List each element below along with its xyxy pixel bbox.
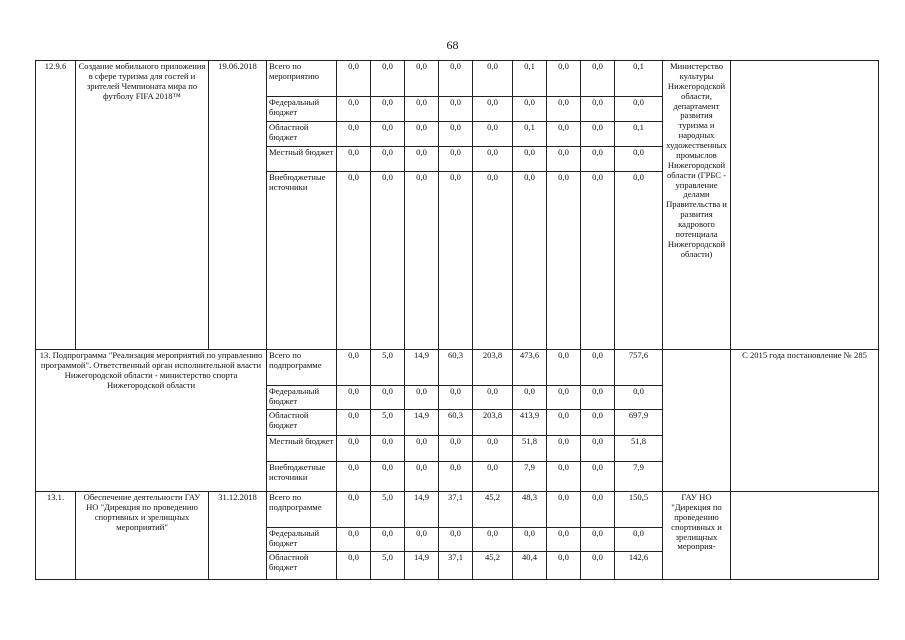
value-cell: 0,0 [547,350,581,386]
value-cell: 37,1 [439,552,473,580]
value-cell: 0,0 [371,386,405,410]
value-cell: 0,0 [405,528,439,552]
value-cell: 0,0 [513,386,547,410]
value-cell: 0,0 [473,172,513,350]
deadline-date: 31.12.2018 [209,492,267,580]
value-cell: 0,0 [439,528,473,552]
value-cell: 5,0 [371,410,405,436]
value-cell: 45,2 [473,552,513,580]
value-cell: 5,0 [371,492,405,528]
value-cell: 14,9 [405,350,439,386]
value-cell: 0,0 [405,122,439,147]
value-cell: 0,0 [547,436,581,462]
value-cell: 0,0 [547,462,581,492]
value-cell: 0,0 [547,147,581,172]
funding-source: Областной бюджет [267,122,337,147]
value-cell: 5,0 [371,552,405,580]
value-cell: 0,0 [371,436,405,462]
value-cell: 0,0 [439,97,473,122]
value-cell: 60,3 [439,350,473,386]
value-cell: 413,9 [513,410,547,436]
value-cell: 0,0 [405,172,439,350]
value-cell: 0,0 [547,172,581,350]
value-cell: 14,9 [405,492,439,528]
value-cell: 0,0 [581,492,615,528]
value-cell: 150,5 [615,492,663,528]
funding-source: Внебюджетные источники [267,462,337,492]
value-cell: 757,6 [615,350,663,386]
value-cell: 203,8 [473,350,513,386]
value-cell: 0,0 [581,97,615,122]
value-cell: 0,0 [473,436,513,462]
value-cell: 5,0 [371,350,405,386]
value-cell: 14,9 [405,410,439,436]
value-cell: 0,0 [581,172,615,350]
value-cell: 0,0 [513,172,547,350]
row-number: 13.1. [36,492,76,580]
funding-source: Всего по подпрограмме [267,492,337,528]
value-cell: 0,0 [337,410,371,436]
value-cell: 0,0 [615,172,663,350]
value-cell: 0,0 [615,528,663,552]
value-cell: 0,0 [439,386,473,410]
value-cell: 48,3 [513,492,547,528]
page-number: 68 [446,38,459,52]
value-cell: 697,9 [615,410,663,436]
value-cell: 0,0 [473,97,513,122]
funding-source: Всего по мероприятию [267,61,337,97]
value-cell: 0,0 [581,122,615,147]
value-cell: 0,0 [405,61,439,97]
note: С 2015 года постановление № 285 [731,350,879,492]
executor: Министерство культуры Нижегородской области, департамент развития туризма и народных художественных промыслов Нижегородской области (ГРБС - управление делами Правительства и развития кадрового потенциала Нижегородской области) [663,61,731,350]
note [731,61,879,350]
value-cell: 142,6 [615,552,663,580]
value-cell: 14,9 [405,552,439,580]
value-cell: 0,0 [473,462,513,492]
value-cell: 0,0 [547,122,581,147]
value-cell: 0,0 [371,122,405,147]
value-cell: 0,0 [371,147,405,172]
value-cell: 0,0 [547,410,581,436]
value-cell: 0,0 [405,462,439,492]
funding-source: Областной бюджет [267,552,337,580]
value-cell: 0,0 [439,147,473,172]
value-cell: 0,0 [371,97,405,122]
value-cell: 0,0 [405,436,439,462]
funding-source: Федеральный бюджет [267,528,337,552]
table-row [36,492,879,528]
value-cell: 0,0 [371,172,405,350]
subprogram-title: 13. Подпрограмма "Реализация мероприятий по управлению программой". Ответственный орган исполнительной власти Нижегородской области - министерство спорта Нижегородской области [36,350,267,492]
value-cell: 0,0 [337,492,371,528]
value-cell: 0,0 [473,122,513,147]
value-cell: 0,0 [337,462,371,492]
value-cell: 0,0 [547,61,581,97]
value-cell: 0,0 [371,528,405,552]
value-cell: 60,3 [439,410,473,436]
value-cell: 0,1 [615,122,663,147]
value-cell: 473,6 [513,350,547,386]
budget-table [35,60,879,580]
value-cell: 0,0 [513,528,547,552]
value-cell: 0,0 [439,436,473,462]
value-cell: 0,0 [473,528,513,552]
funding-source: Федеральный бюджет [267,386,337,410]
value-cell: 0,0 [581,350,615,386]
value-cell: 0,0 [439,462,473,492]
value-cell: 0,0 [439,61,473,97]
value-cell: 51,8 [513,436,547,462]
value-cell: 0,0 [405,147,439,172]
funding-source: Местный бюджет [267,147,337,172]
deadline-date: 19.06.2018 [209,61,267,350]
value-cell: 0,0 [405,386,439,410]
table-row [36,350,879,386]
value-cell: 0,0 [439,172,473,350]
value-cell: 0,0 [337,61,371,97]
value-cell: 0,0 [581,147,615,172]
value-cell: 0,0 [439,122,473,147]
value-cell: 0,0 [547,552,581,580]
value-cell: 0,0 [337,350,371,386]
row-number: 12.9.6 [36,61,76,350]
value-cell: 0,0 [615,386,663,410]
value-cell: 0,0 [547,97,581,122]
value-cell: 0,0 [615,147,663,172]
funding-source: Федеральный бюджет [267,97,337,122]
value-cell: 0,0 [615,97,663,122]
value-cell: 0,1 [615,61,663,97]
value-cell: 0,0 [337,172,371,350]
value-cell: 0,0 [513,147,547,172]
value-cell: 51,8 [615,436,663,462]
value-cell: 0,0 [513,97,547,122]
value-cell: 0,0 [337,436,371,462]
table-row [36,61,879,97]
value-cell: 0,0 [337,147,371,172]
value-cell: 7,9 [615,462,663,492]
value-cell: 0,1 [513,61,547,97]
value-cell: 0,0 [581,61,615,97]
value-cell: 0,0 [581,410,615,436]
value-cell: 0,0 [547,386,581,410]
measure-title: Обеспечение деятельности ГАУ НО "Дирекция по проведению спортивных и зрелищных мероприятий" [76,492,209,580]
value-cell: 7,9 [513,462,547,492]
executor [663,350,731,492]
value-cell: 0,0 [337,122,371,147]
value-cell: 0,0 [337,552,371,580]
value-cell: 0,0 [581,386,615,410]
value-cell: 0,0 [547,528,581,552]
funding-source: Областной бюджет [267,410,337,436]
value-cell: 0,0 [581,462,615,492]
value-cell: 0,0 [405,97,439,122]
value-cell: 0,0 [337,97,371,122]
value-cell: 203,8 [473,410,513,436]
value-cell: 0,0 [337,386,371,410]
value-cell: 0,0 [581,552,615,580]
value-cell: 0,1 [513,122,547,147]
funding-source: Внебюджетные источники [267,172,337,350]
value-cell: 0,0 [581,436,615,462]
value-cell: 0,0 [371,61,405,97]
value-cell: 40,4 [513,552,547,580]
value-cell: 0,0 [337,528,371,552]
value-cell: 0,0 [371,462,405,492]
measure-title: Создание мобильного приложения в сфере туризма для гостей и зрителей Чемпионата мира по футболу FIFA 2018™ [76,61,209,350]
value-cell: 37,1 [439,492,473,528]
executor: ГАУ НО "Дирекция по проведению спортивных и зрелищных мероприя- [663,492,731,580]
funding-source: Всего по подпрограмме [267,350,337,386]
funding-source: Местный бюджет [267,436,337,462]
value-cell: 0,0 [547,492,581,528]
value-cell: 0,0 [473,61,513,97]
value-cell: 0,0 [473,147,513,172]
note [731,492,879,580]
value-cell: 0,0 [581,528,615,552]
value-cell: 0,0 [473,386,513,410]
value-cell: 45,2 [473,492,513,528]
